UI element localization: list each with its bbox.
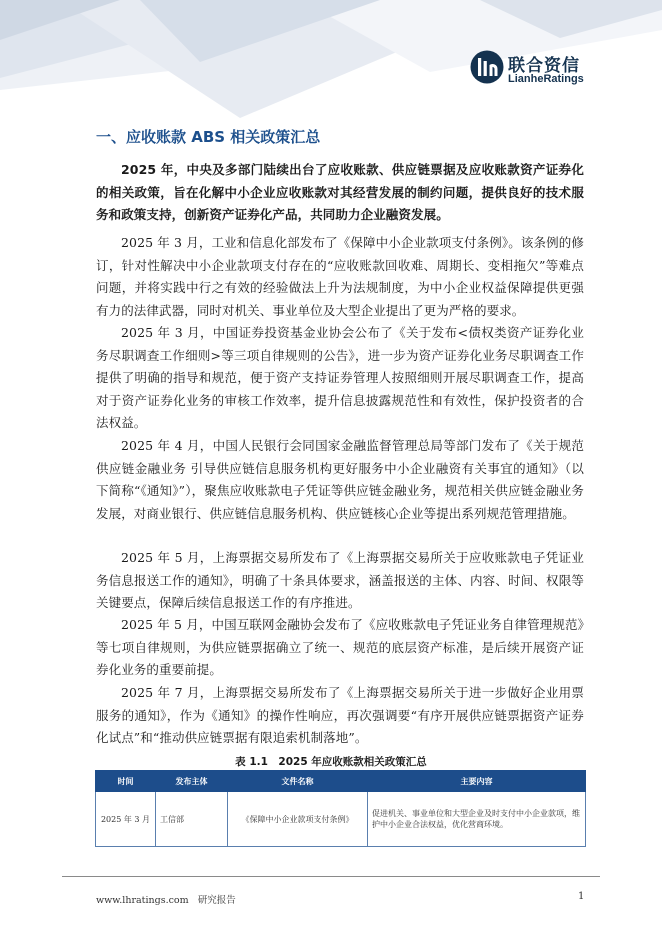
cell-issuer: 工信部	[156, 792, 228, 847]
footer-info	[96, 892, 236, 906]
section-title: 一、应收账款 ABS 相关政策汇总	[96, 128, 321, 146]
header-issuer: 发布主体	[156, 771, 228, 792]
paragraph-4: 2025 年 5 月，上海票据交易所发布了《上海票据交易所关于应收账款电子凭证业务信息报送工作的通知》，明确了十条具体要求，涵盖报送的主体、内容、时间、权限等关键要点，保障后续信息报送工作的有序推进。	[96, 550, 584, 610]
cell-time: 2025 年 3 月	[96, 792, 156, 847]
lead-paragraph: 2025 年，中央及多部门陆续出台了应收账款、供应链票据及应收账款资产证券化的相关政策，旨在化解中小企业应收账款对其经营发展的制约问题，提供良好的技术服务和政策支持，创新资产证券化产品，共同助力企业融资发展。	[96, 162, 584, 222]
cell-document: 《保障中小企业款项支付条例》	[228, 792, 368, 847]
paragraph-5: 2025 年 5 月，中国互联网金融协会发布了《应收账款电子凭证业务自律管理规范》等七项自律规则，为供应链票据确立了统一、规范的底层资产标准，是后续开展资产证券化业务的重要前提。	[96, 617, 584, 677]
brand-logo	[470, 50, 590, 90]
paragraph-6: 2025 年 7 月，上海票据交易所发布了《上海票据交易所关于进一步做好企业用票服务的通知》，作为《通知》的操作性响应，再次强调要“有序开展供应链票据资产证券化试点”和“推动供应链票据有限追索机制落地”。	[96, 685, 584, 745]
table-caption: 表 1.1 2025 年应收账款相关政策汇总	[235, 756, 427, 768]
header-document: 文件名称	[228, 771, 368, 792]
cell-content: 促进机关、事业单位和大型企业及时支付中小企业款项，维护中小企业合法权益，优化营商环境。	[368, 792, 586, 847]
table-header-row	[96, 771, 586, 792]
page-number: 1	[578, 891, 585, 902]
lianhe-logo-icon	[470, 50, 504, 84]
footer-doc-type: 研究报告	[197, 895, 236, 906]
paragraph-3: 2025 年 4 月，中国人民银行会同国家金融监督管理总局等部门发布了《关于规范供应链金融业务 引导供应链信息服务机构更好服务中小企业融资有关事宜的通知》（以下简称“《通知》”），聚焦应收账款电子凭证等供应链金融业务，规范相关供应链金融业务发展，对商业银行、供应链信息服务机构、供应链核心企业等提出系列规范管理措施。	[96, 438, 584, 521]
brand-name-cn: 联合资信	[508, 56, 580, 76]
paragraph-2: 2025 年 3 月，中国证券投资基金业协会公布了《关于发布<债权类资产证券化业务尽职调查工作细则>等三项自律规则的公告》，进一步为资产证券化业务尽职调查工作提供了明确的指导和规范，便于资产支持证券管理人按照细则开展尽职调查工作，提高对于资产证券化业务的审核工作效率，提升信息披露规范性和有效性，保护投资者的合法权益。	[96, 325, 584, 430]
header-time: 时间	[96, 771, 156, 792]
header-content: 主要内容	[368, 771, 586, 792]
brand-name-en: LianheRatings	[508, 73, 584, 85]
footer-site-link[interactable]: www.lhratings.com	[96, 895, 189, 906]
table-row	[96, 792, 586, 847]
policy-table	[95, 770, 586, 847]
paragraph-1: 2025 年 3 月，工业和信息化部发布了《保障中小企业款项支付条例》。该条例的修订，针对性解决中小企业款项支付存在的“应收账款回收难、周期长、变相拖欠”等难点问题，并将实践中行之有效的经验做法上升为法规制度，为中小企业权益保障提供更强有力的法律武器，同时对机关、事业单位及大型企业提出了更为严格的要求。	[96, 235, 584, 318]
footer-divider	[62, 876, 600, 877]
